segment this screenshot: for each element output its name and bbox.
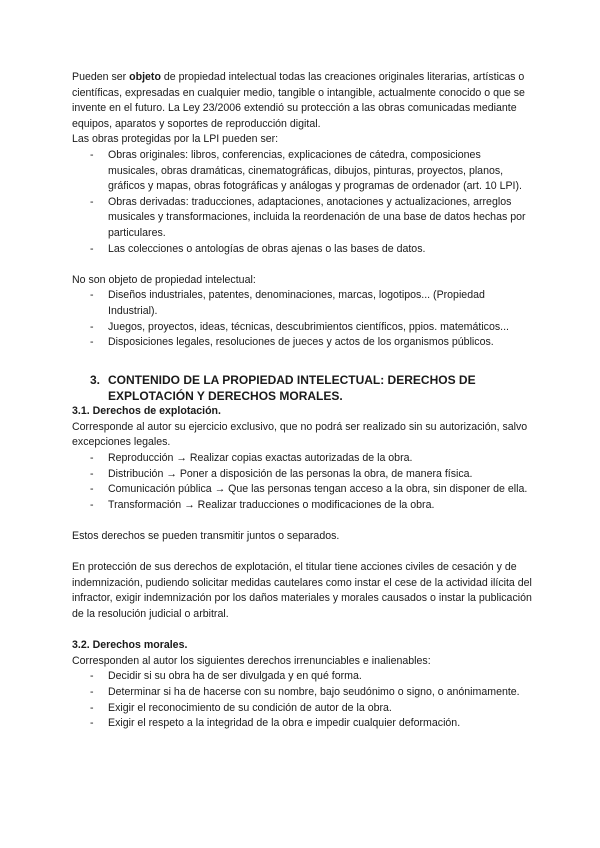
list-item: - Determinar si ha de hacerse con su nombre, bajo seudónimo o signo, o anónimamente. xyxy=(72,685,532,701)
section-number: 3. xyxy=(90,373,101,388)
exploitation-rights-list xyxy=(72,451,532,513)
list-item: - Obras derivadas: traducciones, adaptaciones, anotaciones y actualizaciones, arreglos musicales y transformaciones, incluida la reordenación de una base de datos hechas por particulares. xyxy=(72,195,532,242)
protected-lead: Las obras protegidas por la LPI pueden ser: xyxy=(72,133,279,146)
transmit-paragraph: Estos derechos se pueden transmitir juntos o separados. xyxy=(72,530,340,543)
list-item: - Exigir el respeto a la integridad de la obra e impedir cualquier deformación. xyxy=(72,716,532,732)
subsection-heading-exploitation: 3.1. Derechos de explotación. xyxy=(72,405,221,418)
not-protected-lead: No son objeto de propiedad intelectual: xyxy=(72,273,256,286)
list-item: - Disposiciones legales, resoluciones de jueces y actos de los organismos públicos. xyxy=(72,335,532,351)
intro-paragraph: Pueden ser objeto de propiedad intelectual todas las creaciones originales literarias, artísticas o científicas, expresadas en cualquier medio, tangible o intangible, actualmente conocido o que se invente en el futuro. La Ley 23/2006 extendió su protección a las obras comunicadas mediante equipos, aparatos y soportes de reproducción digital. xyxy=(72,71,525,130)
list-item: - Comunicación pública → Que las personas tengan acceso a la obra, sin disponer de ella. xyxy=(72,482,532,498)
section-heading xyxy=(72,372,532,404)
protection-paragraph: En protección de sus derechos de explotación, el titular tiene acciones civiles de cesación y de indemnización, pudiendo solicitar medidas cautelares como instar el cese de la actividad ilícita del infractor, exigir indemnización por los daños materiales y morales causados o instar la publicación de la resolución judicial o arbitral. xyxy=(72,561,532,620)
exploitation-lead: Corresponde al autor su ejercicio exclusivo, que no podrá ser realizado sin su autorización, salvo excepciones legales. xyxy=(72,420,528,449)
moral-rights-list xyxy=(72,669,532,731)
list-item: - Exigir el reconocimiento de su condición de autor de la obra. xyxy=(72,701,532,717)
not-protected-list xyxy=(72,288,532,350)
list-item: - Diseños industriales, patentes, denominaciones, marcas, logotipos... (Propiedad Industrial). xyxy=(72,288,532,319)
subsection-heading-moral: 3.2. Derechos morales. xyxy=(72,639,188,652)
list-item: - Las colecciones o antologías de obras ajenas o las bases de datos. xyxy=(72,242,532,258)
list-item: - Distribución → Poner a disposición de las personas la obra, de manera física. xyxy=(72,467,532,483)
section-title: CONTENIDO DE LA PROPIEDAD INTELECTUAL: DERECHOS DE EXPLOTACIÓN Y DERECHOS MORALES. xyxy=(108,373,476,404)
intro-bold-term: objeto xyxy=(129,71,161,83)
list-item: - Obras originales: libros, conferencias, explicaciones de cátedra, composiciones musicales, obras dramáticas, cinematográficas, dibujos, pinturas, proyectos, planos, gráficos y mapas, obras fotográficas y análogas y programas de ordenador (art. 10 LPI). xyxy=(72,148,532,195)
moral-lead: Corresponden al autor los siguientes derechos irrenunciables e inalienables: xyxy=(72,654,431,667)
protected-works-list xyxy=(72,148,532,257)
list-item: - Juegos, proyectos, ideas, técnicas, descubrimientos científicos, ppios. matemáticos... xyxy=(72,320,532,336)
list-item: - Transformación → Realizar traducciones o modificaciones de la obra. xyxy=(72,498,532,514)
list-item: - Reproducción → Realizar copias exactas autorizadas de la obra. xyxy=(72,451,532,467)
list-item: - Decidir si su obra ha de ser divulgada y en qué forma. xyxy=(72,669,532,685)
document-body xyxy=(72,70,532,732)
